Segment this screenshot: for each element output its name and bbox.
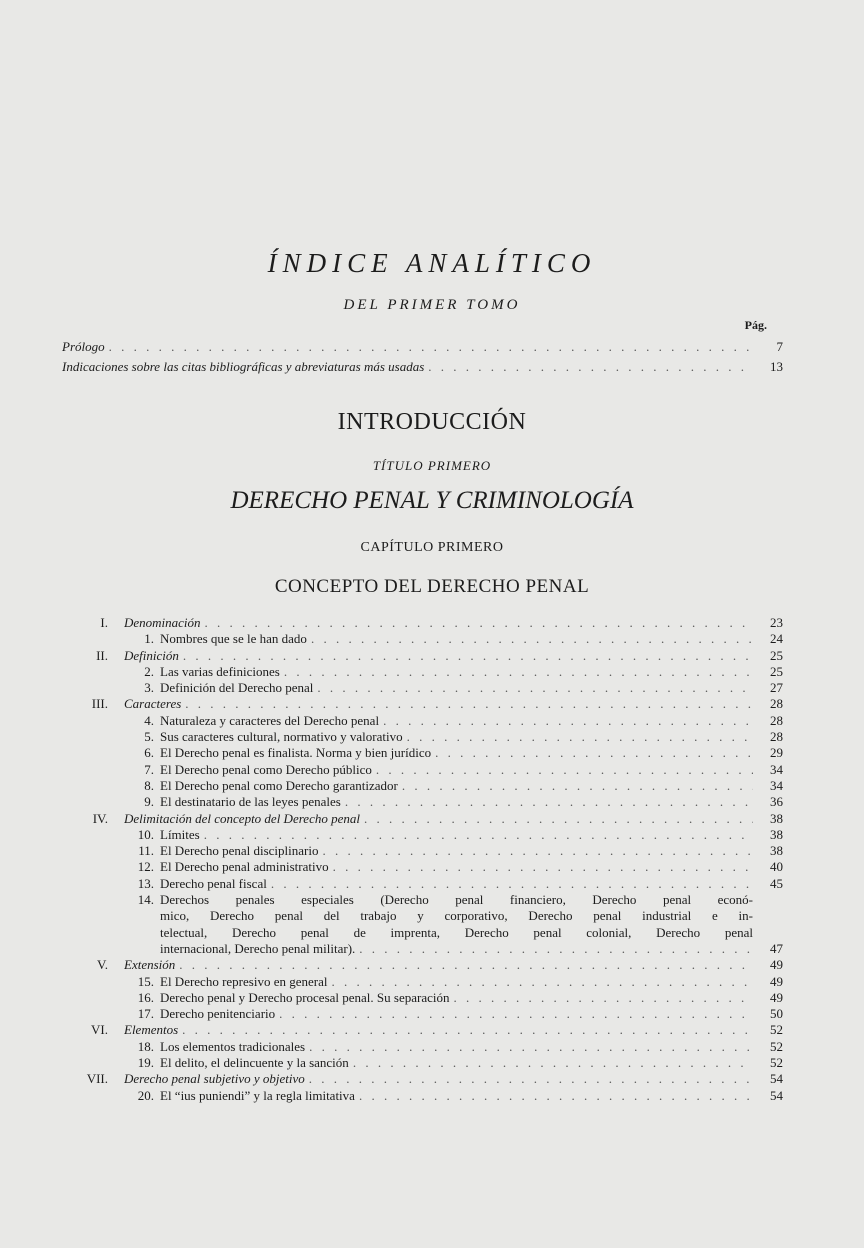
- toc-row: [0, 858, 864, 875]
- entry-page: 50: [770, 1006, 783, 1021]
- entry-label: Prólogo: [62, 339, 105, 354]
- dot-leader: [309, 1070, 753, 1087]
- entry-label: Derecho penitenciario: [160, 1006, 276, 1021]
- entry-number: II.: [96, 648, 108, 663]
- dot-leader: [353, 1054, 753, 1071]
- entry-label: Elementos: [124, 1022, 179, 1037]
- front-matter-row: [0, 338, 864, 355]
- toc-row: [0, 728, 864, 745]
- entry-number: V.: [97, 957, 108, 972]
- entry-label: Derecho penal y Derecho procesal penal. Su separación: [160, 990, 450, 1005]
- dot-leader: [182, 1021, 753, 1038]
- entry-label: Naturaleza y caracteres del Derecho penal: [160, 713, 380, 728]
- entry-text: [62, 358, 753, 375]
- section-heading: INTRODUCCIÓN: [337, 409, 527, 435]
- dot-leader: [453, 989, 753, 1006]
- entry-label: Las varias definiciones: [160, 664, 280, 679]
- dot-leader: [322, 842, 753, 859]
- entry-text-line: mico, Derecho penal del trabajo y corporativo, Derecho penal industrial e in-: [160, 908, 753, 923]
- toc-row: [0, 630, 864, 647]
- entry-page: 7: [776, 339, 783, 354]
- entry-text-line: Derechos penales especiales (Derecho penal financiero, Derecho penal econó-: [160, 892, 753, 907]
- entry-text: [160, 728, 753, 745]
- entry-number: IV.: [92, 811, 108, 826]
- entry-text: [160, 973, 753, 990]
- toc-row: [0, 793, 864, 810]
- entry-number: 13.: [137, 876, 154, 891]
- entry-number: 17.: [137, 1006, 154, 1021]
- entry-text: [160, 663, 753, 680]
- entry-page: 38: [770, 843, 783, 858]
- dot-leader: [364, 810, 753, 827]
- entry-page: 47: [770, 941, 783, 956]
- toc-row: [0, 956, 864, 973]
- entry-number: I.: [100, 615, 108, 630]
- entry-text: [160, 875, 753, 892]
- entry-label: El Derecho penal disciplinario: [160, 843, 319, 858]
- entry-page: 54: [770, 1088, 783, 1103]
- entry-label: El destinatario de las leyes penales: [160, 794, 341, 809]
- entry-page: 34: [770, 762, 783, 777]
- entry-page: 25: [770, 648, 783, 663]
- entry-number: 8.: [144, 778, 154, 793]
- entry-number: 1.: [144, 631, 154, 646]
- toc-row: [0, 777, 864, 794]
- entry-label: Sus caracteres cultural, normativo y valorativo: [160, 729, 403, 744]
- entry-text-line: telectual, Derecho penal de imprenta, Derecho penal colonial, Derecho penal: [160, 925, 753, 940]
- page-column-header: Pág.: [744, 318, 767, 332]
- entry-text: [160, 1038, 753, 1055]
- toc-row: [0, 695, 864, 712]
- entry-text: [160, 989, 753, 1006]
- dot-leader: [271, 875, 753, 892]
- entry-label: Delimitación del concepto del Derecho penal: [124, 811, 360, 826]
- entry-label: El Derecho penal como Derecho garantizador: [160, 778, 398, 793]
- entry-number: 6.: [144, 745, 154, 760]
- toc-row: [0, 1021, 864, 1038]
- entry-label: internacional, Derecho penal militar).: [160, 941, 356, 956]
- front-matter-row: [0, 358, 864, 375]
- entry-label: El “ius puniendi” y la regla limitativa: [160, 1088, 355, 1103]
- dot-leader: [345, 793, 753, 810]
- entry-label: El delito, el delincuente y la sanción: [160, 1055, 349, 1070]
- toc-row: [0, 1087, 864, 1104]
- entry-page: 38: [770, 827, 783, 842]
- entry-page: 38: [770, 811, 783, 826]
- entry-label: Los elementos tradicionales: [160, 1039, 306, 1054]
- toc-row: [0, 810, 864, 827]
- capitulo-name: CONCEPTO DEL DERECHO PENAL: [274, 576, 590, 597]
- dot-leader: [279, 1005, 753, 1022]
- entry-text: [160, 744, 753, 761]
- entry-number: 18.: [137, 1039, 154, 1054]
- entry-text: [124, 1070, 753, 1087]
- toc-row: [0, 1038, 864, 1055]
- dot-leader: [383, 712, 753, 729]
- entry-number: 12.: [137, 859, 154, 874]
- entry-text: [160, 793, 753, 810]
- entry-number: 3.: [144, 680, 154, 695]
- entry-label: Derecho penal subjetivo y objetivo: [124, 1071, 305, 1086]
- entry-text: [160, 679, 753, 696]
- entry-number: 14.: [137, 892, 154, 907]
- toc-row: [0, 842, 864, 859]
- dot-leader: [428, 358, 753, 375]
- entry-number: 2.: [144, 664, 154, 679]
- entry-text: [160, 1005, 753, 1022]
- toc-row: [0, 712, 864, 729]
- entry-label: El Derecho penal como Derecho público: [160, 762, 372, 777]
- entry-page: 40: [770, 859, 783, 874]
- entry-number: III.: [91, 696, 108, 711]
- dot-leader: [435, 744, 753, 761]
- entry-text: [160, 777, 753, 794]
- dot-leader: [333, 858, 753, 875]
- entry-number: 15.: [137, 974, 154, 989]
- dot-leader: [317, 679, 753, 696]
- entry-page: 45: [770, 876, 783, 891]
- dot-leader: [402, 777, 753, 794]
- entry-number: 9.: [144, 794, 154, 809]
- entry-page: 24: [770, 631, 783, 646]
- entry-number: VI.: [91, 1022, 108, 1037]
- entry-text: [62, 338, 753, 355]
- entry-text: [160, 1054, 753, 1071]
- toc-row: [0, 1005, 864, 1022]
- entry-label: El Derecho represivo en general: [160, 974, 328, 989]
- entry-text: [160, 1087, 753, 1104]
- index-subtitle: DEL PRIMER TOMO: [343, 297, 521, 313]
- entry-label: Definición del Derecho penal: [160, 680, 314, 695]
- toc-row: [0, 973, 864, 990]
- entry-label: El Derecho penal es finalista. Norma y bien jurídico: [160, 745, 432, 760]
- dot-leader: [284, 663, 753, 680]
- dot-leader: [204, 826, 753, 843]
- entry-label: Denominación: [124, 615, 201, 630]
- dot-leader: [183, 647, 753, 664]
- dot-leader: [407, 728, 753, 745]
- entry-number: 4.: [144, 713, 154, 728]
- index-title: ÍNDICE ANALÍTICO: [267, 248, 597, 278]
- dot-leader: [331, 973, 753, 990]
- entry-page: 49: [770, 974, 783, 989]
- toc-row: [0, 826, 864, 843]
- entry-page: 29: [770, 745, 783, 760]
- entry-page: 25: [770, 664, 783, 679]
- entry-number: 19.: [137, 1055, 154, 1070]
- toc-row: [0, 1070, 864, 1087]
- entry-page: 34: [770, 778, 783, 793]
- entry-page: 52: [770, 1039, 783, 1054]
- entry-number: 16.: [137, 990, 154, 1005]
- entry-label: Extensión: [124, 957, 176, 972]
- entry-number: 10.: [137, 827, 154, 842]
- entry-page: 52: [770, 1055, 783, 1070]
- entry-text: [160, 712, 753, 729]
- entry-page: 49: [770, 990, 783, 1005]
- entry-page: 28: [770, 713, 783, 728]
- entry-number: 5.: [144, 729, 154, 744]
- entry-page: 27: [770, 680, 783, 695]
- toc-row: [0, 1054, 864, 1071]
- entry-label: El Derecho penal administrativo: [160, 859, 329, 874]
- entry-text: [160, 842, 753, 859]
- titulo-name: DERECHO PENAL Y CRIMINOLOGÍA: [230, 487, 634, 514]
- entry-text: [160, 761, 753, 778]
- entry-text: [124, 810, 753, 827]
- entry-label: Límites: [160, 827, 200, 842]
- entry-page: 13: [770, 359, 783, 374]
- entry-text: [124, 695, 753, 712]
- entry-label: Nombres que se le han dado: [160, 631, 307, 646]
- entry-label: Caracteres: [124, 696, 182, 711]
- dot-leader: [179, 956, 753, 973]
- toc-row: [0, 614, 864, 631]
- entry-text: [160, 826, 753, 843]
- entry-page: 49: [770, 957, 783, 972]
- titulo-heading: TÍTULO PRIMERO: [372, 458, 492, 473]
- dot-leader: [311, 630, 753, 647]
- toc-row: [0, 875, 864, 892]
- dot-leader: [376, 761, 753, 778]
- entry-page: 23: [770, 615, 783, 630]
- entry-page: 52: [770, 1022, 783, 1037]
- toc-row: [0, 647, 864, 664]
- toc-row: [0, 989, 864, 1006]
- dot-leader: [205, 614, 753, 631]
- entry-text: [124, 647, 753, 664]
- toc-row: [0, 744, 864, 761]
- entry-text: [160, 858, 753, 875]
- entry-number: 7.: [144, 762, 154, 777]
- dot-leader: [309, 1038, 753, 1055]
- entry-number: 20.: [137, 1088, 154, 1103]
- entry-label: Indicaciones sobre las citas bibliográficas y abreviaturas más usadas: [62, 359, 425, 374]
- toc-row: [0, 761, 864, 778]
- toc-row: [0, 679, 864, 696]
- entry-page: 28: [770, 729, 783, 744]
- toc-row: [0, 940, 864, 957]
- entry-label: Derecho penal fiscal: [160, 876, 267, 891]
- entry-page: 28: [770, 696, 783, 711]
- dot-leader: [109, 338, 753, 355]
- toc-row: [0, 663, 864, 680]
- dot-leader: [185, 695, 753, 712]
- entry-number: VII.: [86, 1071, 108, 1086]
- entry-text: [160, 630, 753, 647]
- entry-page: 54: [770, 1071, 783, 1086]
- dot-leader: [359, 1087, 753, 1104]
- entry-text: [124, 956, 753, 973]
- entry-number: 11.: [138, 843, 154, 858]
- entry-text: [124, 1021, 753, 1038]
- entry-text: [124, 614, 753, 631]
- capitulo-heading: CAPÍTULO PRIMERO: [360, 540, 504, 555]
- entry-page: 36: [770, 794, 783, 809]
- entry-label: Definición: [124, 648, 179, 663]
